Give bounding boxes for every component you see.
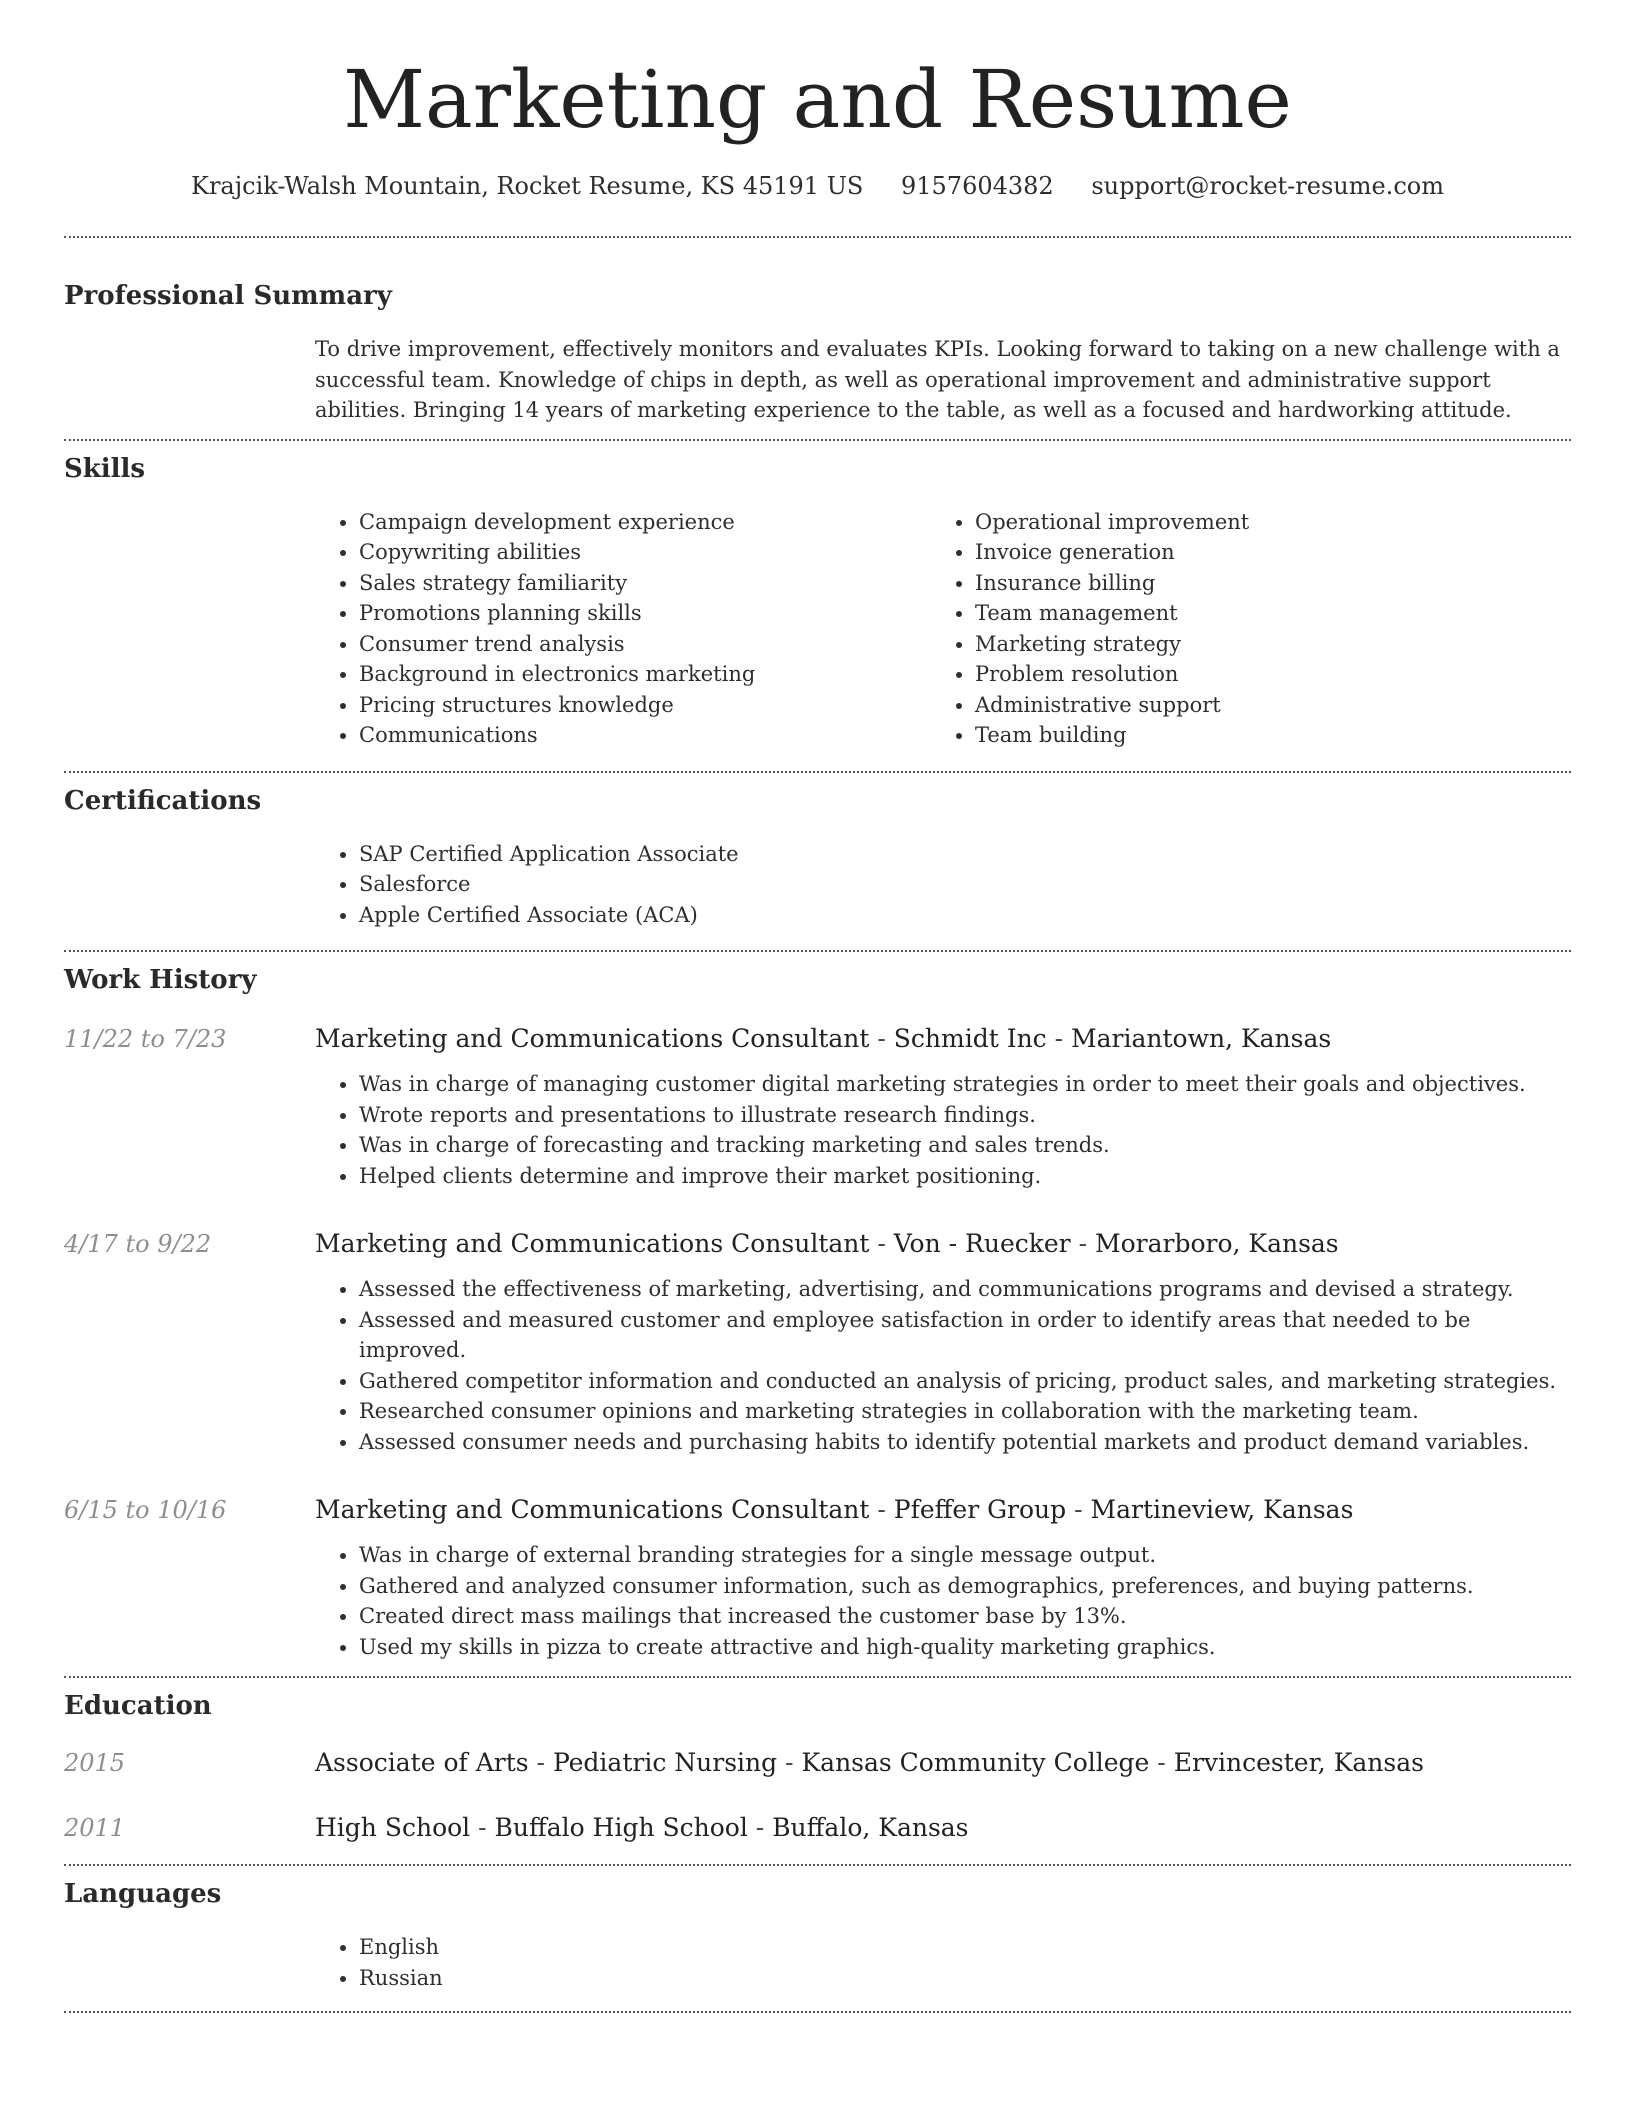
education-field: Pediatric Nursing (552, 1748, 778, 1777)
contact-phone: 9157604382 (901, 172, 1054, 200)
section-title-summary: Professional Summary (64, 281, 392, 311)
education-location: Buffalo, Kansas (772, 1813, 969, 1842)
skill-item: • Pricing structures knowledge (359, 690, 931, 721)
language-item: • English (359, 1932, 1571, 1963)
job-bullet: • Wrote reports and presentations to illustrate research findings. (359, 1100, 1571, 1131)
job-bullet: • Assessed the effectiveness of marketing, advertising, and communications programs and devised a strategy. (359, 1274, 1571, 1305)
resume-page (64, 0, 1571, 2013)
education-entry (64, 1748, 1571, 1777)
skill-item: • Promotions planning skills (359, 598, 931, 629)
job-bullet: • Assessed consumer needs and purchasing habits to identify potential markets and product demand variables. (359, 1427, 1571, 1458)
job-bullet: • Was in charge of managing customer digital marketing strategies in order to meet their goals and objectives. (359, 1069, 1571, 1100)
divider (64, 1864, 1571, 1866)
job-role: Marketing and Communications Consultant (315, 1229, 870, 1258)
job-bullet: • Was in charge of forecasting and tracking marketing and sales trends. (359, 1130, 1571, 1161)
job-entry (64, 1495, 1571, 1662)
section-title-education: Education (64, 1691, 212, 1721)
skill-item: • Problem resolution (975, 659, 1547, 690)
education-year: 2011 (64, 1814, 126, 1842)
skill-item: • Insurance billing (975, 568, 1547, 599)
skill-item: • Communications (359, 720, 931, 751)
resume-name: Marketing and Resume (343, 53, 1292, 146)
section-title-languages: Languages (64, 1879, 222, 1909)
education-entry (64, 1813, 1571, 1842)
job-bullet: • Gathered competitor information and conducted an analysis of pricing, product sales, and marketing strategies. (359, 1366, 1571, 1397)
section-title-certifications: Certifications (64, 785, 262, 816)
skill-item: • Sales strategy familiarity (359, 568, 931, 599)
certifications-list (315, 839, 1571, 931)
certification-item: • Apple Certified Associate (ACA) (359, 900, 1571, 931)
job-dates: 4/17 to 9/22 (64, 1230, 212, 1258)
job-location: Mariantown, Kansas (1071, 1024, 1332, 1053)
job-location: Morarboro, Kansas (1094, 1229, 1339, 1258)
education-school: Kansas Community College (801, 1748, 1150, 1777)
job-dates: 11/22 to 7/23 (64, 1025, 227, 1053)
job-bullet: • Helped clients determine and improve their market positioning. (359, 1161, 1571, 1192)
job-location: Martineview, Kansas (1090, 1495, 1354, 1524)
skills-column-left (315, 507, 931, 751)
certification-item: • Salesforce (359, 869, 1571, 900)
job-header (64, 1495, 1571, 1524)
job-bullets (315, 1540, 1571, 1662)
education-year: 2015 (64, 1749, 126, 1777)
section-title-work-history: Work History (64, 965, 257, 995)
divider (64, 439, 1571, 441)
contact-email: support@rocket-resume.com (1091, 172, 1444, 200)
job-bullet: • Gathered and analyzed consumer information, such as demographics, preferences, and buying patterns. (359, 1571, 1571, 1602)
skills-list (315, 507, 1571, 751)
job-title: Marketing and Communications Consultant - Pfeffer Group - Martineview, Kansas (315, 1495, 1354, 1524)
contact-line (64, 172, 1571, 200)
job-bullet: • Researched consumer opinions and marketing strategies in collaboration with the marketing team. (359, 1396, 1571, 1427)
job-role: Marketing and Communications Consultant (315, 1495, 870, 1524)
job-bullet: • Assessed and measured customer and employee satisfaction in order to identify areas that needed to be improved. (359, 1305, 1571, 1366)
job-company: Von - Ruecker (893, 1229, 1071, 1258)
job-entry (64, 1229, 1571, 1457)
skill-item: • Operational improvement (975, 507, 1547, 538)
divider (64, 950, 1571, 952)
certification-item: • SAP Certified Application Associate (359, 839, 1571, 870)
skills-column-right (931, 507, 1547, 751)
skill-item: • Marketing strategy (975, 629, 1547, 660)
skill-item: • Invoice generation (975, 537, 1547, 568)
job-company: Pfeffer Group (893, 1495, 1067, 1524)
divider (64, 1676, 1571, 1678)
skill-item: • Background in electronics marketing (359, 659, 931, 690)
skill-item: • Team management (975, 598, 1547, 629)
skill-item: • Consumer trend analysis (359, 629, 931, 660)
job-bullet: • Was in charge of external branding strategies for a single message output. (359, 1540, 1571, 1571)
section-title-skills: Skills (64, 453, 146, 484)
job-dates: 6/15 to 10/16 (64, 1496, 227, 1524)
job-bullet: • Created direct mass mailings that increased the customer base by 13%. (359, 1601, 1571, 1632)
job-bullets (315, 1069, 1571, 1191)
job-bullets (315, 1274, 1571, 1457)
job-bullet: • Used my skills in pizza to create attractive and high-quality marketing graphics. (359, 1632, 1571, 1663)
skill-item: • Team building (975, 720, 1547, 751)
education-title: Associate of Arts - Pediatric Nursing - Kansas Community College - Ervincester, Kansas (315, 1748, 1424, 1777)
divider (64, 236, 1571, 238)
skill-item: • Campaign development experience (359, 507, 931, 538)
languages-list (315, 1932, 1571, 1993)
education-title: High School - Buffalo High School - Buffalo, Kansas (315, 1813, 969, 1842)
language-item: • Russian (359, 1963, 1571, 1994)
skill-item: • Copywriting abilities (359, 537, 931, 568)
job-entry (64, 1024, 1571, 1191)
skill-item: • Administrative support (975, 690, 1547, 721)
job-title: Marketing and Communications Consultant - Von - Ruecker - Morarboro, Kansas (315, 1229, 1339, 1258)
education-location: Ervincester, Kansas (1173, 1748, 1424, 1777)
job-title: Marketing and Communications Consultant - Schmidt Inc - Mariantown, Kansas (315, 1024, 1332, 1053)
job-header (64, 1229, 1571, 1258)
job-header (64, 1024, 1571, 1053)
divider (64, 2011, 1571, 2013)
education-degree: High School (315, 1813, 471, 1842)
summary-text: To drive improvement, effectively monitors and evaluates KPIs. Looking forward to taking on a new challenge with a successful team. Knowledge of chips in depth, as well as operational improvement and administrative support abilities. Bringing 14 years of marketing experience to the table, as well as a focused and hardworking attitude. (315, 337, 1560, 422)
contact-address: Krajcik-Walsh Mountain, Rocket Resume, KS 45191 US (191, 172, 864, 200)
job-company: Schmidt Inc (893, 1024, 1047, 1053)
divider (64, 771, 1571, 773)
job-role: Marketing and Communications Consultant (315, 1024, 870, 1053)
education-school: Buffalo High School (494, 1813, 748, 1842)
education-degree: Associate of Arts (315, 1748, 529, 1777)
